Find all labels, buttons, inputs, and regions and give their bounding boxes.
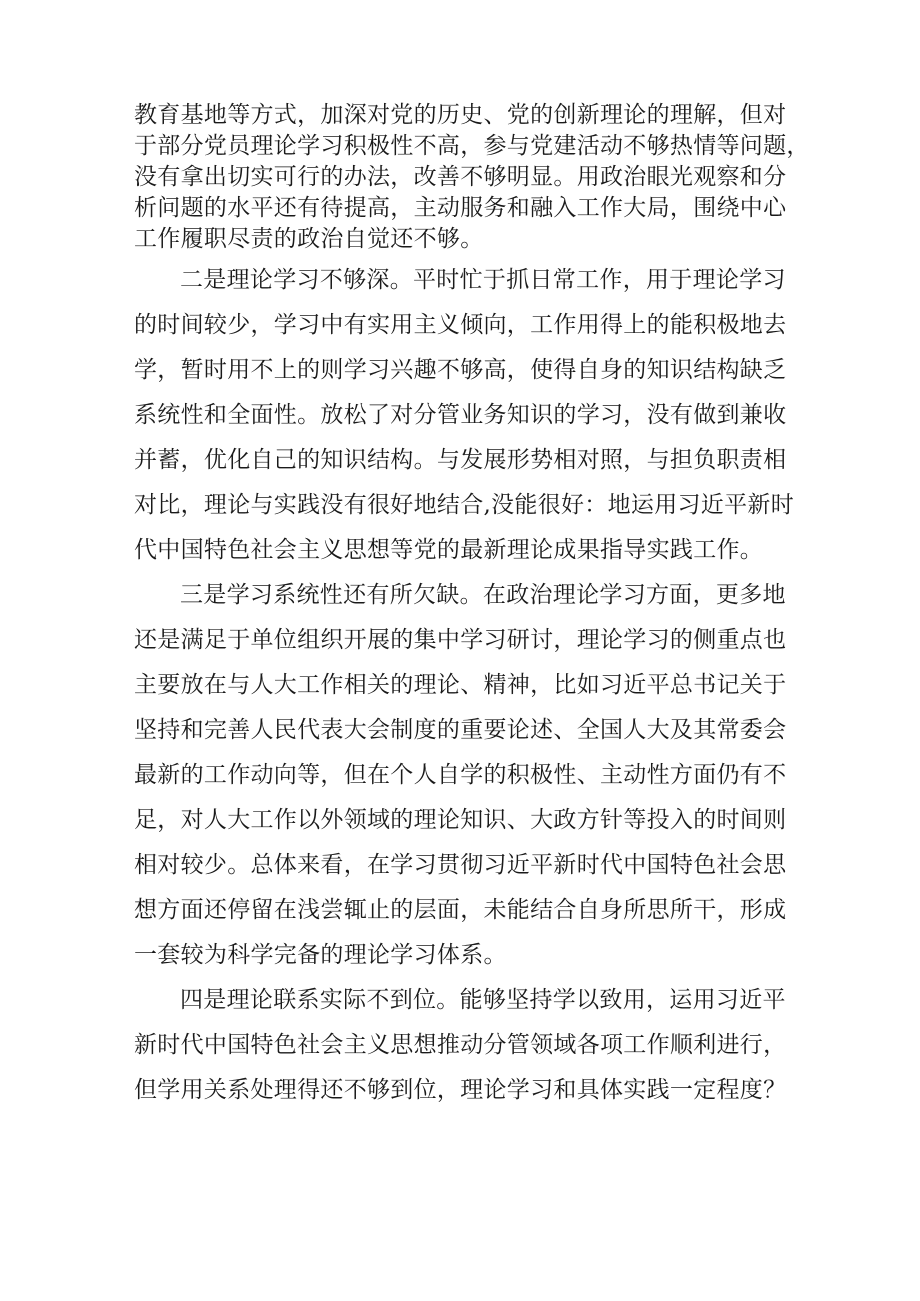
text-line: 代中国特色社会主义思想等党的最新理论成果指导实践工作。 [134,537,764,563]
text-line: 没有拿出切实可行的办法，改善不够明显。用政治眼光观察和分 [134,164,787,190]
text-line: 足，对人大工作以外领域的理论知识、大政方针等投入的时间则 [134,807,787,833]
text-line: 坚持和完善人民代表大会制度的重要论述、全国人大及其常委会 [134,717,787,743]
text-line: 新时代中国特色社会主义思想推动分管领域各项工作顺利进行， [134,1032,787,1058]
text-line: 一套较为科学完备的理论学习体系。 [134,942,507,968]
text-line: 最新的工作动向等，但在个人自学的积极性、主动性方面仍有不 [134,762,787,788]
text-line: 的时间较少，学习中有实用主义倾向，工作用得上的能积极地去 [134,312,787,338]
text-line: 主要放在与人大工作相关的理论、精神，比如习近平总书记关于 [134,672,787,698]
paragraph-heading-line: 二是理论学习不够深。平时忙于抓日常工作，用于理论学习 [180,267,786,293]
text-line: 析问题的水平还有待提高，主动服务和融入工作大局，围绕中心 [134,195,787,221]
text-line: 并蓄，优化自己的知识结构。与发展形势相对照，与担负职责相 [134,447,787,473]
paragraph-heading-line: 三是学习系统性还有所欠缺。在政治理论学习方面，更多地 [180,582,786,608]
text-line: 学，暂时用不上的则学习兴趣不够高，使得自身的知识结构缺乏 [134,357,787,383]
text-line: 想方面还停留在浅尝辄止的层面，未能结合自身所思所干，形成 [134,897,787,923]
text-line: 对比，理论与实践没有很好地结合,没能很好：地运用习近平新时 [134,492,795,518]
text-line: 还是满足于单位组织开展的集中学习研讨，理论学习的侧重点也 [134,627,787,653]
text-line: 于部分党员理论学习积极性不高，参与党建活动不够热情等问题， [134,133,810,159]
text-line: 但学用关系处理得还不够到位，理论学习和具体实践一定程度？ [134,1077,787,1103]
text-line: 教育基地等方式，加深对党的历史、党的创新理论的理解，但对 [134,102,787,128]
text-line: 工作履职尽责的政治自觉还不够。 [134,226,484,252]
paragraph-heading-line: 四是理论联系实际不到位。能够坚持学以致用，运用习近平 [180,987,786,1013]
text-line: 系统性和全面性。放松了对分管业务知识的学习，没有做到兼收 [134,402,787,428]
text-line: 相对较少。总体来看，在学习贯彻习近平新时代中国特色社会思 [134,852,787,878]
